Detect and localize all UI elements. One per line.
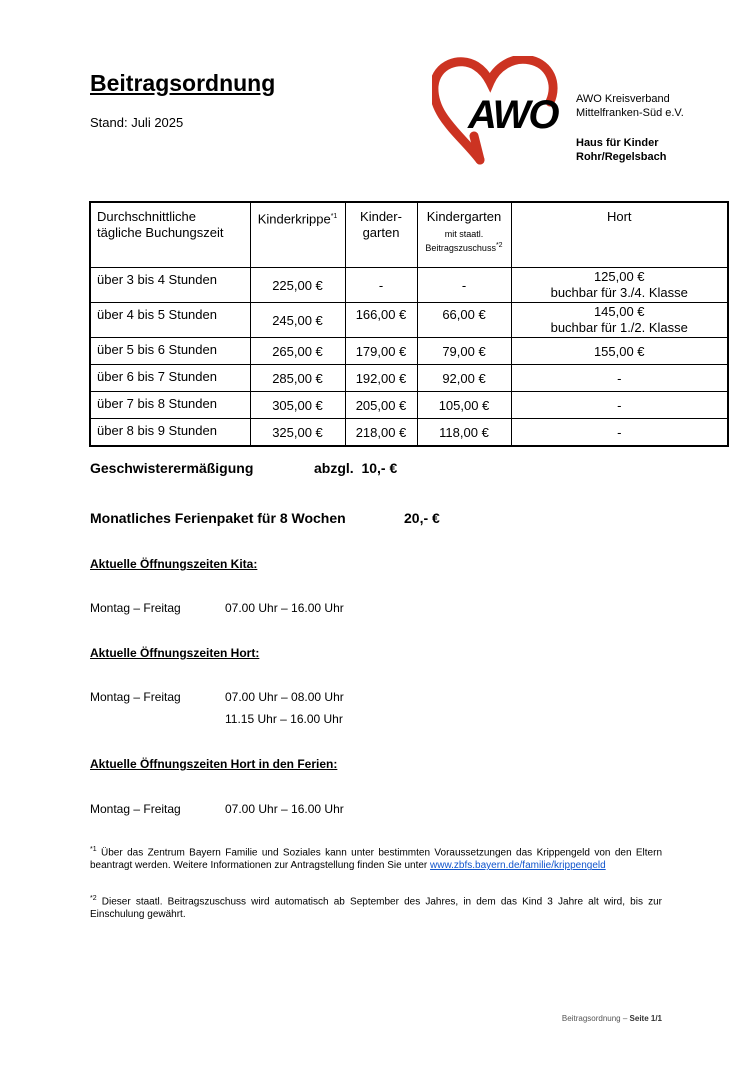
kita-hours-title: Aktuelle Öffnungszeiten Kita:	[90, 557, 258, 571]
sibling-discount-value: abzgl. 10,- €	[314, 460, 398, 476]
stand-date: Stand: Juli 2025	[90, 115, 184, 130]
awo-logo	[432, 56, 572, 166]
table-row: über 3 bis 4 Stunden 225,00 € - - 125,00 € buchbar für 3./4. Klasse	[90, 268, 728, 303]
table-row: über 6 bis 7 Stunden 285,00 € 192,00 € 92,00 € -	[90, 365, 728, 392]
holiday-package-label: Monatliches Ferienpaket für 8 Wochen	[90, 510, 346, 526]
ferien-hours-title: Aktuelle Öffnungszeiten Hort in den Ferien:	[90, 757, 338, 771]
ferien-days: Montag – Freitag	[90, 802, 181, 816]
table-row: über 4 bis 5 Stunden 245,00 € 166,00 € 66,00 € 145,00 € buchbar für 1./2. Klasse	[90, 303, 728, 338]
hort-time-2: 11.15 Uhr – 16.00 Uhr	[225, 712, 343, 726]
header-kindergarten: Kinder- garten	[345, 202, 417, 268]
footnote-2: $^{*2}$ Dieser staatl. Beitragszuschuss wird automatisch ab September des Jahres, in dem das Kind 3 Jahre alt wird, bis zur Einschulung gewährt.	[90, 895, 662, 921]
header-booking-time: Durchschnittliche tägliche Buchungszeit	[90, 202, 250, 268]
holiday-package-value: 20,- €	[404, 510, 440, 526]
page-footer: Beitragsordnung – Seite 1/1	[561, 1014, 662, 1023]
header-krippe: Kinderkrippe$^{*1}$	[250, 202, 345, 268]
table-row: über 7 bis 8 Stunden 305,00 € 205,00 € 105,00 € -	[90, 392, 728, 419]
krippengeld-link[interactable]: www.zbfs.bayern.de/familie/krippengeld	[430, 860, 606, 872]
footnote-1: $^{*1}$ Über das Zentrum Bayern Familie und Soziales kann unter bestimmten Voraussetzungen das Krippengeld von den Eltern beantragt werden. Weitere Informationen zur Antragstellung finden Sie unter www.zbfs.bayern.de/familie/krippengeld	[90, 846, 663, 872]
kita-time: 07.00 Uhr – 16.00 Uhr	[225, 601, 344, 615]
table-row: über 8 bis 9 Stunden 325,00 € 218,00 € 118,00 € -	[90, 419, 728, 447]
table-header-row	[90, 202, 728, 268]
sibling-discount-label: Geschwisterermäßigung	[90, 460, 254, 476]
facility-name: Haus für Kinder Rohr/Regelsbach	[576, 137, 667, 163]
header-hort: Hort	[511, 202, 728, 268]
header-kindergarten-zuschuss: Kindergarten mit staatl. Beitragszuschuss$^{*2}$	[417, 202, 511, 268]
hort-hours-title: Aktuelle Öffnungszeiten Hort:	[90, 646, 260, 660]
hort-time-1: 07.00 Uhr – 08.00 Uhr	[225, 690, 344, 704]
page-title: Beitragsordnung	[90, 70, 276, 96]
table-row: über 5 bis 6 Stunden 265,00 € 179,00 € 79,00 € 155,00 €	[90, 338, 728, 365]
org-name: AWO Kreisverband Mittelfranken-Süd e.V.	[576, 93, 684, 119]
ferien-time: 07.00 Uhr – 16.00 Uhr	[225, 802, 344, 816]
kita-days: Montag – Freitag	[90, 601, 181, 615]
hort-days: Montag – Freitag	[90, 690, 181, 704]
fee-table	[89, 201, 729, 447]
logo-text: AWO	[468, 93, 558, 137]
heart-logo-icon	[432, 56, 572, 166]
